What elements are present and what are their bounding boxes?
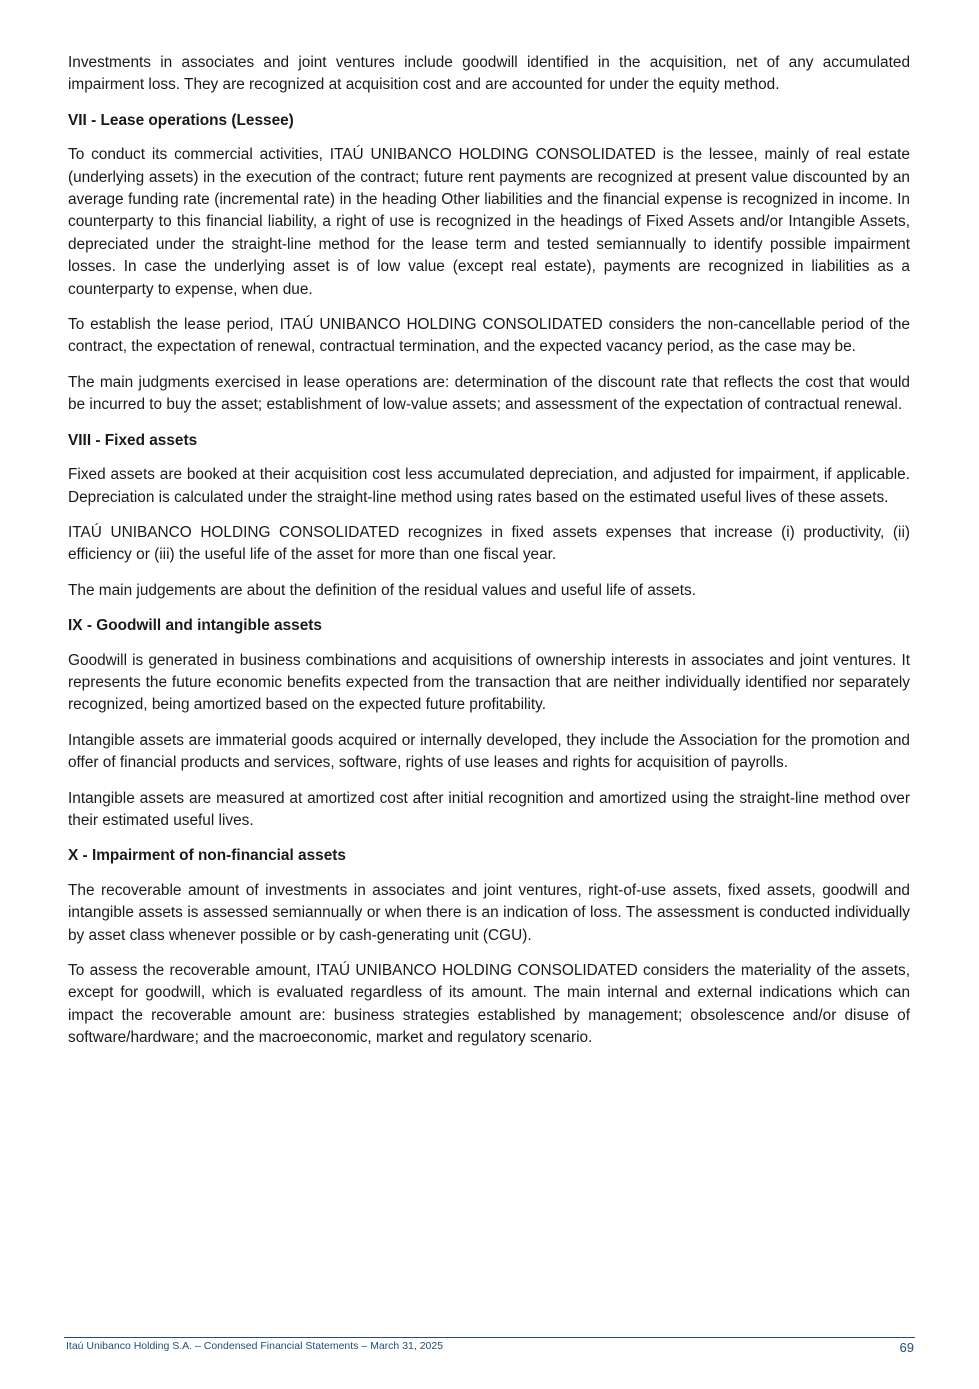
paragraph-recoverable-amount-indications: To assess the recoverable amount, ITAÚ UNIBANCO HOLDING CONSOLIDATED considers the materiality of the assets, except for goodwill, which is evaluated regardless of its amount. The main internal and external indications which can impact the recoverable amount are: business strategies established by management; obsolescence and/or disuse of software/hardware; and the macroeconomic, market and regulatory scenario. (68, 962, 910, 1047)
footer-title: Itaú Unibanco Holding S.A. – Condensed Financial Statements – March 31, 2025 (66, 1340, 444, 1352)
paragraph-fixed-assets-judgements: The main judgements are about the definition of the residual values and useful life of assets. (68, 581, 696, 599)
section-heading-goodwill-intangibles: IX - Goodwill and intangible assets (68, 617, 322, 635)
paragraph-intangibles-definition: Intangible assets are immaterial goods acquired or internally developed, they include the Association for the promotion and offer of financial products and services, software, rights of use leases and rights for acquisition of payrolls. (68, 731, 910, 772)
paragraph-lease-period: To establish the lease period, ITAÚ UNIBANCO HOLDING CONSOLIDATED considers the non-cancellable period of the contract, the expectation of renewal, contractual termination, and the expected vacancy period, as the case may be. (68, 316, 910, 356)
paragraph-associates-goodwill: Investments in associates and joint ventures include goodwill identified in the acquisition, net of any accumulated impairment loss. They are recognized at acquisition cost and are accounted for under the equity method. (68, 54, 910, 94)
footer-divider (64, 1337, 915, 1338)
paragraph-fixed-assets-expenses: ITAÚ UNIBANCO HOLDING CONSOLIDATED recognizes in fixed assets expenses that increase (i) productivity, (ii) efficiency or (iii) the useful life of the asset for more than one fiscal year. (68, 523, 910, 564)
paragraph-intangibles-measurement: Intangible assets are measured at amortized cost after initial recognition and amortized using the straight-line method over their estimated useful lives. (68, 789, 910, 829)
section-heading-impairment: X - Impairment of non-financial assets (68, 847, 346, 865)
paragraph-recoverable-amount-assessment: The recoverable amount of investments in associates and joint ventures, right-of-use assets, fixed assets, goodwill and intangible assets is assessed semiannually or when there is an indication of loss. The assessment is conducted individually by asset class whenever possible or by cash-generating unit (CGU). (68, 881, 910, 944)
section-heading-lease-operations: VII - Lease operations (Lessee) (68, 111, 294, 129)
section-heading-fixed-assets: VIII - Fixed assets (68, 431, 198, 449)
paragraph-lease-activities: To conduct its commercial activities, ITAÚ UNIBANCO HOLDING CONSOLIDATED is the lessee, mainly of real estate (underlying assets) in the execution of the contract; future rent payments are recognized at present value discounted by an average funding rate (incremental rate) in the heading Other liabilities and the financial expense is recognized in income. In counterparty to this financial liability, a right of use is recognized in the headings of Fixed Assets and/or Intangible Assets, depreciated under the straight-line method for the lease term and tested semiannually to identify possible impairment losses. In case the underlying asset is of low value (except real estate), payments are recognized in liabilities as a counterparty to expense, when due. (68, 146, 910, 298)
paragraph-lease-judgments: The main judgments exercised in lease operations are: determination of the discount rate that reflects the cost that would be incurred to buy the asset; establishment of low-value assets; and assessment of the expectation of contractual renewal. (68, 373, 910, 414)
document-body (68, 52, 910, 1063)
paragraph-goodwill-definition: Goodwill is generated in business combinations and acquisitions of ownership interests in associates and joint ventures. It represents the future economic benefits expected from the transaction that are neither individually identified nor separately recognized, being amortized based on the expected future profitability. (68, 651, 910, 714)
paragraph-fixed-assets-cost: Fixed assets are booked at their acquisition cost less accumulated depreciation, and adjusted for impairment, if applicable. Depreciation is calculated under the straight-line method using rates based on the estimated useful lives of these assets. (68, 466, 910, 506)
page-number: 69 (899, 1340, 914, 1355)
